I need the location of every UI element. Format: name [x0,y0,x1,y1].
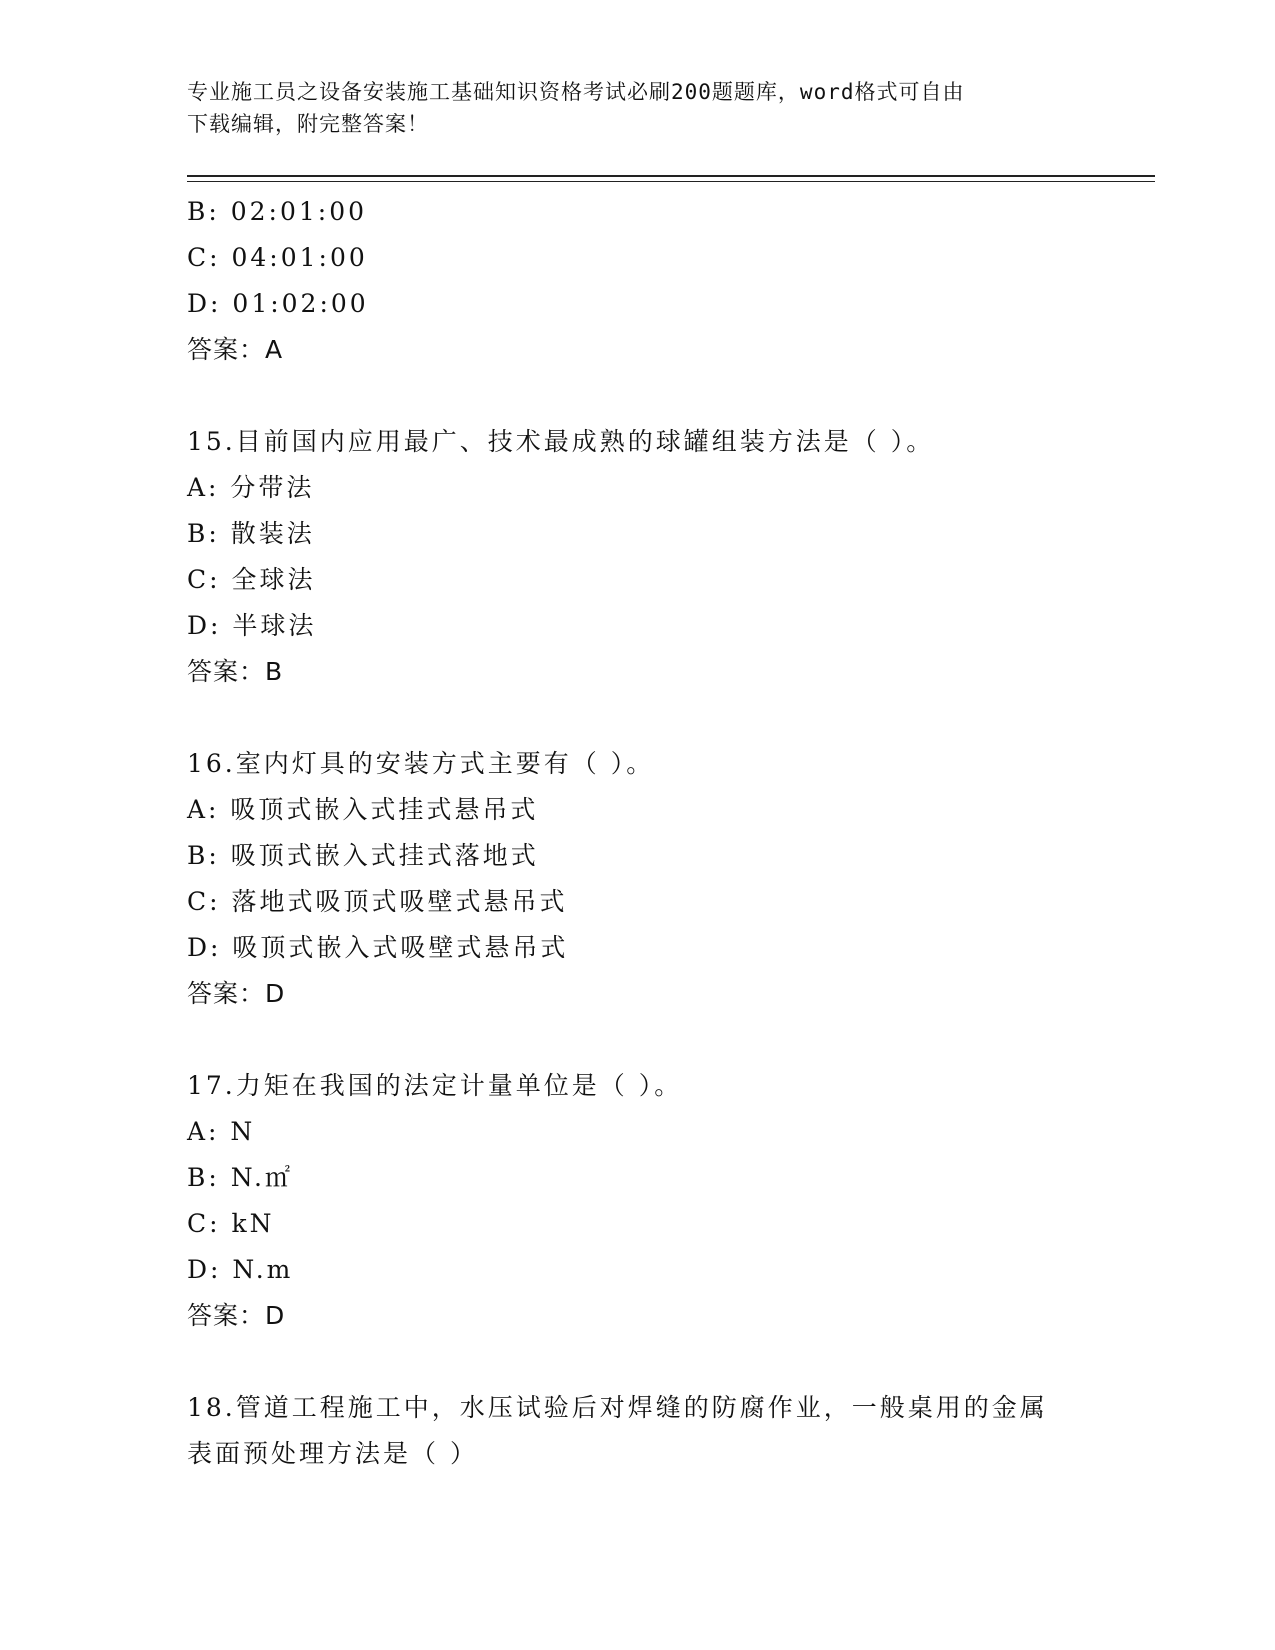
document-header [187,76,1067,140]
answer-line: 答案：D [187,1301,286,1330]
question-block-18 [187,1385,1155,1477]
option-b: B: 02:01:00 [187,197,368,226]
option-a: A: 分带法 [187,473,315,502]
question-list [187,189,1155,1477]
question-text-line-2: 表面预处理方法是（ ） [187,1439,478,1468]
option-b: B: 散装法 [187,519,315,548]
option-b: B: N.㎡ [187,1163,293,1192]
option-b: B: 吸顶式嵌入式挂式落地式 [187,841,539,870]
header-divider-thin [187,181,1155,182]
option-d: D: 半球法 [187,611,317,640]
header-line-1: 专业施工员之设备安装施工基础知识资格考试必刷200题题库，word格式可自由 [187,80,965,104]
question-block-15 [187,419,1155,695]
option-c: C: 04:01:00 [187,243,368,272]
option-d: D: 吸顶式嵌入式吸壁式悬吊式 [187,933,569,962]
question-text-line-1: 18.管道工程施工中，水压试验后对焊缝的防腐作业，一般桌用的金属 [187,1393,1048,1422]
question-text: 16.室内灯具的安装方式主要有（ ）。 [187,749,655,778]
option-c: C: 落地式吸顶式吸壁式悬吊式 [187,887,568,916]
option-c: C: kN [187,1209,275,1238]
header-line-2: 下载编辑，附完整答案！ [187,112,429,136]
option-d: D: N.m [187,1255,294,1284]
option-a: A: 吸顶式嵌入式挂式悬吊式 [187,795,539,824]
answer-line: 答案：D [187,979,286,1008]
answer-line: 答案：B [187,657,284,686]
question-block-14 [187,189,1155,373]
option-c: C: 全球法 [187,565,316,594]
question-block-16 [187,741,1155,1017]
question-text: 15.目前国内应用最广、技术最成熟的球罐组装方法是（ ）。 [187,427,935,456]
header-divider-thick [187,175,1155,177]
question-block-17 [187,1063,1155,1339]
option-a: A: N [187,1117,256,1146]
option-d: D: 01:02:00 [187,289,369,318]
question-text: 17.力矩在我国的法定计量单位是（ ）。 [187,1071,683,1100]
answer-line: 答案：A [187,335,284,364]
